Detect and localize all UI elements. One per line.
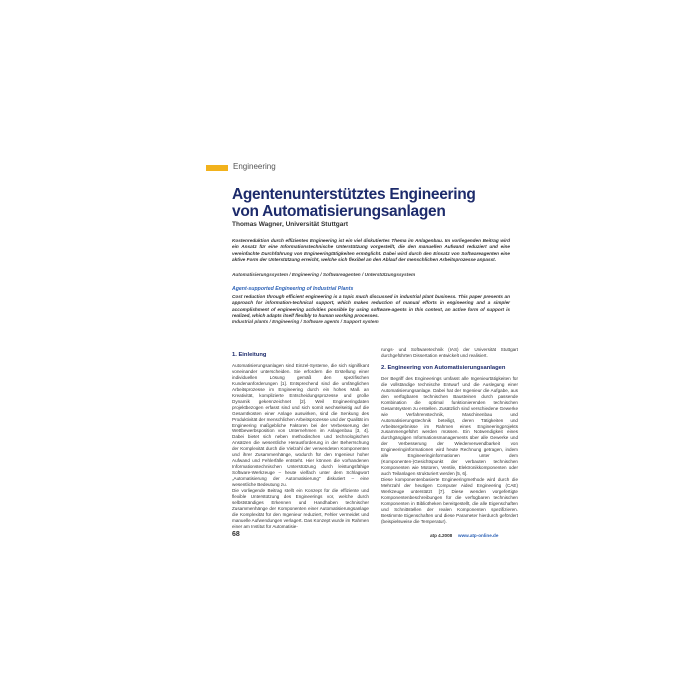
column-continuation: rungs- und Softwaretechnik (IAS) der Universität Stuttgart durchgeführten Dissertation entwickelt und realisiert. [381, 347, 518, 358]
section-2-paragraph-1: Der Begriff des Engineerings umfasst alle Ingenieurtätigkeiten für die vollständige technische Entwurf und die Auslegung einer Automatisierungsanlage. Dabei hat der Ingenieur die Aufgabe, aus den verfügbaren technischen Bausteinen durch passende Kombination die optimal funktionierenden technischen Gesamtsystem zu erstellen. Zusätzlich sind verschiedene Gewerke wie Verfahrenstechnik, Maschinenbau und Automatisierungstechnik beteiligt, deren Tätigkeiten und Arbeitsergebnisse im Rahmen eines Engineeringprojekts zusammengeführt werden müssen. Ein Notwendigkeit eines durchgängigen Informationsmanagements über alle Gewerke und der Verbesserung der Wiederverwendbarkeit von Engineeringinformationen wird heute Rechnung getragen, indem alle Engineeringinformationen unter dem (Komponenten-)Gesichtspunkt der verbauten technischen Komponenten wie Motoren, Ventile, Elektronikkomponenten oder auch Teilanlagen strukturiert werden [5, 6]. [381, 375, 518, 477]
section-2-heading: 2. Engineering von Automatisierungsanlagen [381, 364, 506, 371]
website-link[interactable]: www.atp-online.de [458, 533, 499, 538]
author-line: Thomas Wagner, Universität Stuttgart [232, 221, 349, 228]
section-1-heading: 1. Einleitung [232, 352, 267, 358]
title-line-1: Agentenunterstütztes Engineering [232, 186, 476, 203]
article-title [232, 186, 532, 220]
issue-label: atp 4.2008 [430, 533, 453, 538]
section-accent-bar [206, 165, 228, 171]
body-column-left [232, 352, 369, 530]
section-1-paragraph-1: Automatisierungsanlagen sind Einzel-Systeme, die sich signifikant voneinander unterscheiden. Sie erfordern die Erstellung einer individuellen Lösung gemäß den spezifischen Kundenanforderungen [1]. Entsprechend sind die umfänglichen Arbeitsprozesse im Engineering durch ein hohes Maß an Kreativität, komplizierte Entscheidungsprozesse und große Dynamik gekennzeichnet [2]. Weil Engineeringdaten projektbezogen erfasst sind und sich somit wechselseitig auf die Gesamtkosten einer Anlage auswirken, sind die Senkung des Produktivität der menschlichen Arbeitsprozesse und der Qualität im Engineering maßgebliche Faktoren bei der Verbesserung der Wettbewerbsposition von Unternehmen im Anlagenbau [3, 4]. Dabei bietet sich neben methodischen und technologischen Ansätzen die wesentliche Herausforderung in der Beherrschung der Komplexität durch die Vielzahl der verwendeten Komponenten und ihrer Zusammenhänge, wodurch für den Ingenieur hoher Aufwand und Fehlerfälle entsteht. Hier können die vorhandenen Informationstechnischen Unterstützung durch leistungsfähige Software-Werkzeuge – heute vielfach unter dem Schlagwort „Automatisierung der Automatisierung" diskutiert – eine wesentliche Bedeutung zu. [232, 363, 369, 488]
section-2-paragraph-2: Diese komponentenbasierte Engineeringmethode wird durch die Mehrzahl der heutigen Computer Aided Engineering (CAE) Werkzeuge unterstützt [7]. Diese wenden vorgefertigte Komponentenbeschreibungen für die verfügbaren technischen Komponenten in Bibliotheken bereitgestellt, die alle Eigenschaften und Schnittstellen der realen Komponenten spezifizieren. Bestimmte Eigenschaften und diese Parameter hierdurch gefördert (beispielsweise die Temperatur). [381, 477, 518, 524]
section-tag: Engineering [233, 162, 276, 171]
section-1-paragraph-2: Die vorliegende Beitrag stellt ein Konzept für die effiziente und flexible Unterstützung des Engineerings vor, welche durch selbstständiges Erkennen und Handhaben technischer Zusammenhänge der Komponenten einer Automatisierungsanlage die Komplexität für den Ingenieur reduziert, Fehler vermeidet und manuelle Aufwendungen verlagert. Das Konzept wurde im Rahmen einer am Institut für Automatisie- [232, 488, 369, 529]
abstract-german: Kostenreduktion durch effizientes Engineering ist ein viel diskutiertes Thema im Anlagenbau. Im vorliegenden Beitrag wird ein Ansatz für eine Informationstechnische Unterstützung vorgestellt, die den manuellen Aufwand reduziert und eine vereinfachte Durchführung von Engineeringtätigkeiten ermöglicht. Dabei wird durch den Einsatz von Softwareagenten eine aktive Form der Unterstützung erreicht, welche sich flexibel an den Ablauf der menschlichen Arbeitsprozesse anpasst. [232, 238, 510, 262]
body-column-right [381, 347, 518, 525]
page-number: 68 [232, 531, 240, 538]
keywords-english: Industrial plants / Engineering / Software agents / Support system [232, 319, 379, 324]
title-line-2: von Automatisierungsanlagen [232, 203, 446, 220]
keywords-german: Automatisierungssystem / Engineering / Softwareagenten / Unterstützungssystem [232, 272, 416, 277]
abstract-english: Cost reduction through efficient engineering is a topic much discussed in industrial plant business. This paper presents an approach for information-technical support, which makes reduction of manual efforts in engineering and a simpler accomplishment of engineering activities possible by using software-agents in this context, an active form of support is realized, which adapts itself flexibly to human working processes. [232, 294, 510, 318]
english-title: Agent-supported Engineering of Industrial Plants [232, 286, 354, 292]
